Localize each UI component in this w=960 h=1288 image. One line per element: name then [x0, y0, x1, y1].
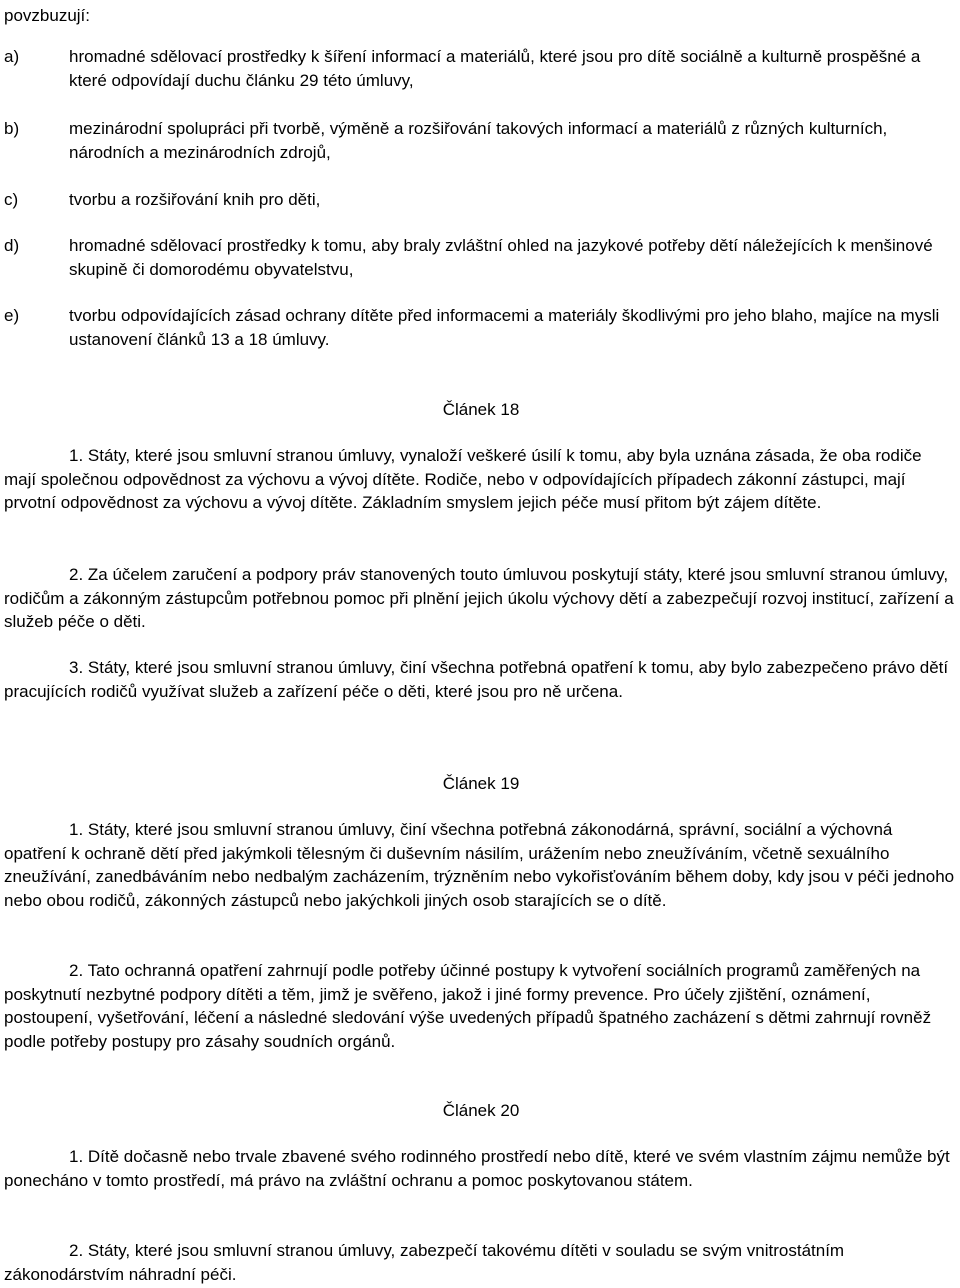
article-heading-19: Článek 19: [442, 774, 520, 793]
article-heading-18: Článek 18: [442, 400, 520, 419]
article-18-paragraph-2: 2. Za účelem zaručení a podpory práv stanovených touto úmluvou poskytují státy, které jsou smluvní stranou úmluvy, rodičům a zákonným zástupcům potřebnou pomoc při plnění jejich úkolu výchovy dětí a zabezpečují rozvoj institucí, zařízení a služeb péče o děti.: [4, 565, 954, 631]
article-18-paragraph-1: 1. Státy, které jsou smluvní stranou úmluvy, vynaloží veškeré úsilí k tomu, aby byla uznána zásada, že oba rodiče mají společnou odpovědnost za výchovu a vývoj dítěte. Rodiče, nebo v odpovídajících případech zákonní zástupci, mají prvotní odpovědnost za výchovu a vývoj dítěte. Základním smyslem jejich péče musí přitom být zájem dítěte.: [4, 446, 922, 512]
article-19-paragraph-2: 2. Tato ochranná opatření zahrnují podle potřeby účinné postupy k vytvoření sociálních programů zaměřených na poskytnutí nezbytné podpory dítěti a těm, jimž je svěřeno, jakož i jiné formy prevence. Pro účely zjištění, oznámení, postoupení, vyšetřování, léčení a následné sledování výše uvedených případů špatného zacházení s dětmi zahrnují rovněž podle potřeby postupy pro zásahy soudních orgánů.: [4, 961, 932, 1051]
list-letter: e): [4, 306, 20, 325]
article-20-paragraph-1: 1. Dítě dočasně nebo trvale zbavené svého rodinného prostředí nebo dítě, které ve svém vlastním zájmu nemůže být ponecháno v tomto prostředí, má právo na zvláštní ochranu a pomoc poskytovanou státem.: [4, 1147, 950, 1190]
article-18-paragraph-3: 3. Státy, které jsou smluvní stranou úmluvy, činí všechna potřebná opatření k tomu, aby bylo zabezpečeno právo dětí pracujících rodičů využívat služeb a zařízení péče o děti, které jsou pro ně určena.: [4, 658, 949, 701]
list-letter: a): [4, 47, 20, 66]
list-letter: d): [4, 236, 20, 255]
list-text: tvorbu a rozšiřování knih pro děti,: [69, 190, 321, 209]
list-text: mezinárodní spolupráci při tvorbě, výměně a rozšiřování takových informací a materiálů z různých kulturních, národních a mezinárodních zdrojů,: [69, 119, 888, 162]
list-text: hromadné sdělovací prostředky k šíření informací a materiálů, které jsou pro dítě sociálně a kulturně prospěšné a které odpovídají duchu článku 29 této úmluvy,: [69, 47, 921, 90]
article-heading-20: Článek 20: [442, 1101, 520, 1120]
article-20-paragraph-2: 2. Státy, které jsou smluvní stranou úmluvy, zabezpečí takovému dítěti v souladu se svým vnitrostátním zákonodárstvím náhradní péči.: [4, 1241, 845, 1284]
article-19-paragraph-1: 1. Státy, které jsou smluvní stranou úmluvy, činí všechna potřebná zákonodárná, správní, sociální a výchovná opatření k ochraně dětí před jakýmkoli tělesným či duševním násilím, urážením nebo zneužíváním, včetně sexuálního zneužívání, zanedbáváním nebo nedbalým zacházením, trýzněním nebo vykořisťováním během doby, kdy jsou v péči jednoho nebo obou rodičů, zákonných zástupců nebo jakýchkoli jiných osob starajících se o dítě.: [4, 820, 955, 910]
list-letter: b): [4, 119, 20, 138]
list-text: hromadné sdělovací prostředky k tomu, aby braly zvláštní ohled na jazykové potřeby dětí náležejících k menšinové skupině či domorodému obyvatelstvu,: [69, 236, 933, 279]
intro-text: povzbuzují:: [4, 6, 90, 25]
list-text: tvorbu odpovídajících zásad ochrany dítěte před informacemi a materiály škodlivými pro jeho blaho, majíce na mysli ustanovení článků 13 a 18 úmluvy.: [69, 306, 940, 349]
list-letter: c): [4, 190, 19, 209]
